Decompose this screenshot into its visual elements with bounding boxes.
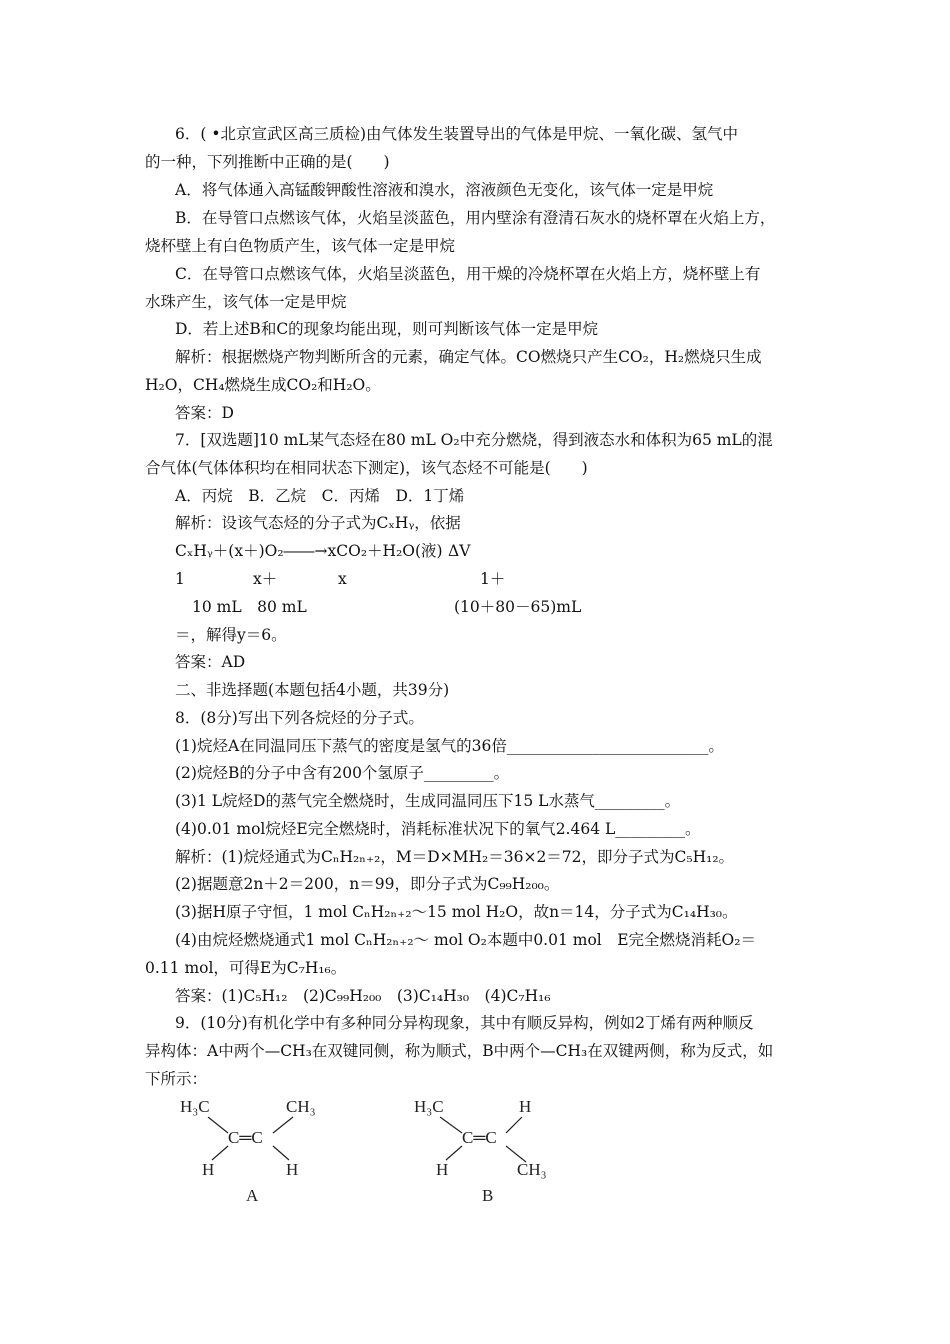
q6-option-c-line-1: C．在导管口点燃该气体，火焰呈淡蓝色，用干燥的冷烧杯罩在火焰上方，烧杯壁上有	[175, 265, 761, 283]
q8-part-3: (3)1 L烷烃D的蒸气完全燃烧时，生成同温同压下15 L水蒸气_________。	[175, 792, 681, 810]
q7-equation-delta-v: ΔV	[448, 542, 471, 560]
mol-b-top-right: H	[519, 1097, 532, 1116]
mol-a-double-bond: C═C	[228, 1128, 263, 1147]
q7-ratio-x-plus: x＋	[253, 570, 278, 588]
q6-option-b-line-2: 烧杯壁上有白色物质产生，该气体一定是甲烷	[145, 237, 456, 255]
bond-b-tr	[506, 1117, 522, 1133]
mol-a-bottom-left: H	[202, 1160, 215, 1179]
bond-a-bl	[212, 1146, 228, 1160]
q6-stem-line-2: 的一种，下列推断中正确的是( )	[145, 153, 390, 171]
bond-a-tl	[208, 1117, 228, 1133]
q8-part-1: (1)烷烃A在同温同压下蒸气的密度是氢气的36倍__________________________。	[175, 737, 724, 755]
q6-answer: 答案：D	[175, 404, 234, 422]
q7-volume-change: (10＋80－65)mL	[454, 598, 582, 616]
bond-b-tl	[440, 1117, 462, 1133]
bond-b-bl	[446, 1146, 462, 1160]
q7-answer: 答案：AD	[175, 653, 246, 671]
mol-b-top-left: H₃C	[414, 1097, 444, 1116]
mol-b-bottom-left: H	[436, 1160, 449, 1179]
q8-analysis-2: (2)据题意2n＋2＝200，n＝99，即分子式为C₉₉H₂₀₀。	[175, 875, 560, 893]
q7-analysis-line-1: 解析：设该气态烃的分子式为CₓHᵧ，依据	[175, 514, 461, 532]
mol-a-label: A	[246, 1186, 259, 1205]
q9-stem-line-1: 9．(10分)有机化学中有多种同分异构现象，其中有顺反异构，例如2丁烯有两种顺反	[175, 1014, 754, 1032]
bond-a-tr	[273, 1117, 293, 1133]
q8-part-4: (4)0.01 mol烷烃E完全燃烧时，消耗标准状况下的氧气2.464 L_________。	[175, 820, 701, 838]
q7-equation: CₓHᵧ＋(x＋)O₂――→xCO₂＋H₂O(液)	[175, 542, 443, 560]
q6-option-d: D．若上述B和C的现象均能出现，则可判断该气体一定是甲烷	[175, 320, 599, 338]
bond-a-br	[273, 1146, 289, 1160]
q9-stem-line-3: 下所示：	[145, 1070, 208, 1088]
q7-stem-line-2: 合气体(气体体积均在相同状态下测定)，该气态烃不可能是( )	[145, 459, 588, 477]
q8-answer: 答案：(1)C₅H₁₂ (2)C₉₉H₂₀₀ (3)C₁₄H₃₀ (4)C₇H₁₆	[175, 987, 551, 1005]
q6-option-c-line-2: 水珠产生，该气体一定是甲烷	[145, 293, 347, 311]
q8-analysis-4-line-2: 0.11 mol，可得E为C₇H₁₆。	[145, 959, 347, 977]
mol-b-label: B	[482, 1186, 494, 1205]
mol-b-bottom-right: CH₃	[517, 1160, 547, 1179]
q7-ratio-1-plus: 1＋	[480, 570, 506, 588]
q8-stem: 8．(8分)写出下列各烷烃的分子式。	[175, 709, 424, 727]
mol-a-top-left: H₃C	[180, 1097, 210, 1116]
mol-b-double-bond: C═C	[462, 1128, 497, 1147]
q7-solution: ＝，解得y＝6。	[175, 626, 287, 644]
q7-volumes: 10 mL 80 mL	[192, 598, 307, 616]
q6-analysis-line-1: 解析：根据燃烧产物判断所含的元素，确定气体。CO燃烧只产生CO₂，H₂燃烧只生成	[175, 348, 762, 366]
q6-analysis-line-2: H₂O，CH₄燃烧生成CO₂和H₂O。	[145, 376, 381, 394]
q7-ratio-x: x	[338, 570, 347, 588]
q6-option-a: A．将气体通入高锰酸钾酸性溶液和溴水，溶液颜色无变化，该气体一定是甲烷	[175, 181, 714, 199]
q8-part-2: (2)烷烃B的分子中含有200个氢原子_________。	[175, 764, 510, 782]
q7-stem-line-1: 7．[双选题]10 mL某气态烃在80 mL O₂中充分燃烧，得到液态水和体积为65 mL的混	[175, 431, 773, 449]
q8-analysis-1: 解析：(1)烷烃通式为CₙH₂ₙ₊₂，M＝D×MH₂＝36×2＝72，即分子式为C₅H₁₂。	[175, 848, 735, 866]
q7-ratio-1: 1	[175, 570, 185, 588]
q9-stem-line-2: 异构体：A中两个—CH₃在双键同侧，称为顺式，B中两个—CH₃在双键两侧，称为反式，如	[145, 1042, 774, 1060]
q6-stem-line-1: 6．( •北京宣武区高三质检)由气体发生装置导出的气体是甲烷、一氧化碳、氢气中	[175, 125, 739, 143]
q8-analysis-3: (3)据H原子守恒，1 mol CₙH₂ₙ₊₂～15 mol H₂O，故n＝14，分子式为C₁₄H₃₀。	[175, 903, 738, 921]
q7-options: A．丙烷 B．乙烷 C．丙烯 D．1丁烯	[175, 487, 465, 505]
q6-option-b-line-1: B．在导管口点燃该气体，火焰呈淡蓝色，用内壁涂有澄清石灰水的烧杯罩在火焰上方，	[175, 209, 776, 227]
mol-a-top-right: CH₃	[286, 1097, 316, 1116]
q8-analysis-4-line-1: (4)由烷烃燃烧通式1 mol CₙH₂ₙ₊₂～ mol O₂本题中0.01 mol E完全燃烧消耗O₂＝	[175, 931, 756, 949]
section-heading: 二、非选择题(本题包括4小题，共39分)	[175, 681, 450, 699]
mol-a-bottom-right: H	[286, 1160, 299, 1179]
